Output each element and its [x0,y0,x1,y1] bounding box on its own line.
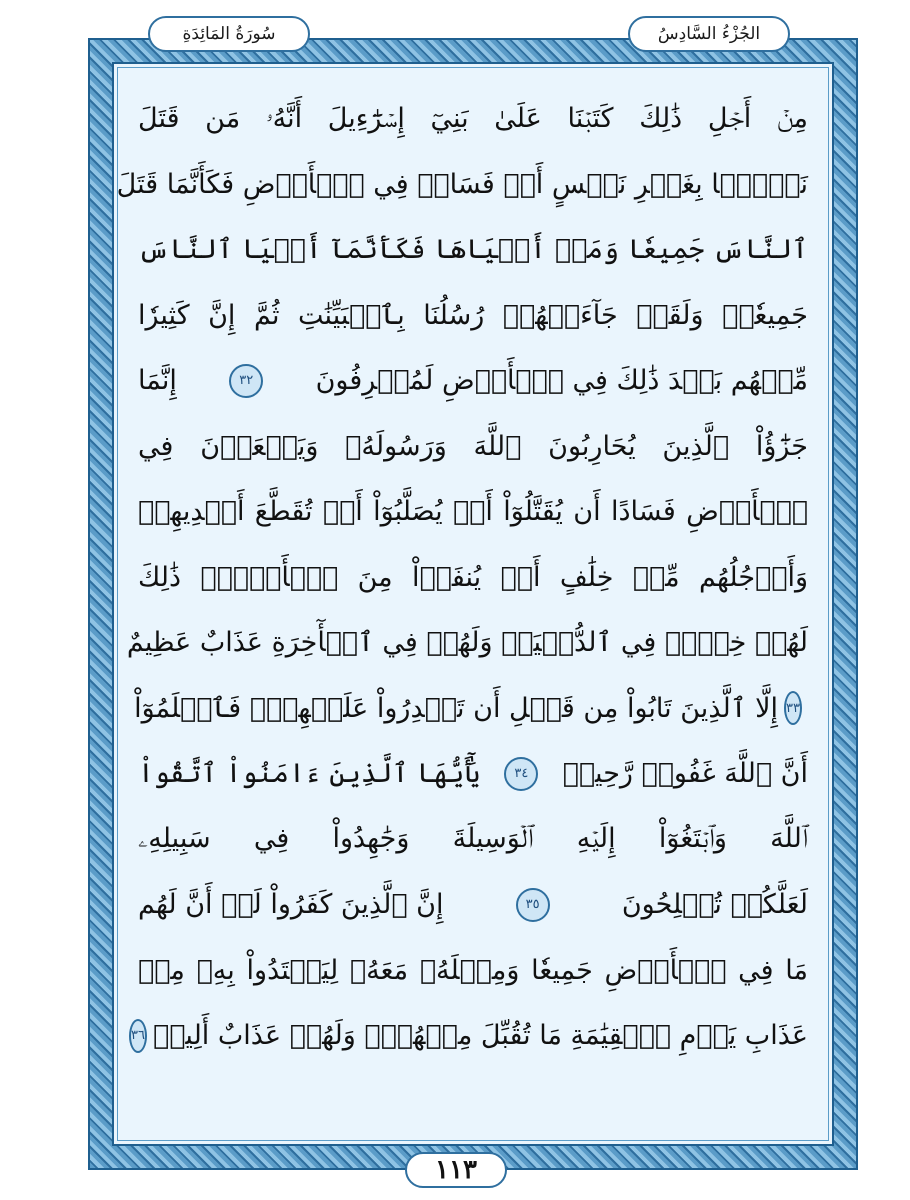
ayah-marker-36: ٣٦ [129,1019,147,1053]
text-line: لَعَلَّكُمۡ تُفۡلِحُونَ ٣٥ إِنَّ ٱلَّذِينَ كَفَرُواْ لَوۡ أَنَّ لَهُم [138,889,808,921]
text-line: نَفۡسَۢا بِغَيۡرِ نَفۡسٍ أَوۡ فَسَادٖ فِي ٱلۡأَرۡضِ فَكَأَنَّمَا قَتَلَ [116,168,808,200]
text-line: ٱللَّهَ وَٱبۡتَغُوٓاْ إِلَيۡهِ ٱلۡوَسِيلَةَ وَجَٰهِدُواْ فِي سَبِيلِهِۦ [138,823,808,855]
text-line: ٱلۡأَرۡضِ فَسَادًا أَن يُقَتَّلُوٓاْ أَوۡ يُصَلَّبُوٓاْ أَوۡ تُقَطَّعَ أَيۡدِيهِمۡ [138,496,808,528]
ayah-marker-35: ٣٥ [516,888,550,922]
quran-text [116,86,808,1142]
text-line: مِنۡ أَجۡلِ ذَٰلِكَ كَتَبۡنَا عَلَىٰ بَنِيٓ إِسۡرَٰٓءِيلَ أَنَّهُۥ مَن قَتَلَ [138,102,808,134]
text-line: مَا فِي ٱلۡأَرۡضِ جَمِيعٗا وَمِثۡلَهُۥ مَعَهُۥ لِيَفۡتَدُواْ بِهِۦ مِنۡ [138,954,808,986]
text-line: عَذَابِ يَوۡمِ ٱلۡقِيَٰمَةِ مَا تُقُبِّلَ مِنۡهُمۡۖ وَلَهُمۡ عَذَابٌ أَلِيمٞ ٣٦ [131,1020,808,1052]
page-number: ١١٣ [405,1152,507,1188]
juz-name-label: الجُزْءُ السَّادِسُ [628,16,790,52]
ayah-marker-33: ٣٣ [784,691,802,725]
text-line: ٱلنَّاسَ جَمِيعٗا وَمَنۡ أَحۡيَاهَا فَكَأَنَّمَآ أَحۡيَا ٱلنَّاسَ [138,234,808,266]
text-line: جَمِيعٗاۚ وَلَقَدۡ جَآءَتۡهُمۡ رُسُلُنَا بِٱلۡبَيِّنَٰتِ ثُمَّ إِنَّ كَثِيرٗا [138,299,808,331]
surah-name-label: سُورَةُ المَائِدَةِ [148,16,310,52]
text-line: مِّنۡهُم بَعۡدَ ذَٰلِكَ فِي ٱلۡأَرۡضِ لَمُسۡرِفُونَ ٣٢ إِنَّمَا [138,365,808,397]
text-line: ٣٣ إِلَّا ٱلَّذِينَ تَابُواْ مِن قَبۡلِ أَن تَقۡدِرُواْ عَلَيۡهِمۡۖ فَٱعۡلَمُوٓاْ [134,692,800,724]
text-line: وَأَرۡجُلُهُم مِّنۡ خِلَٰفٍ أَوۡ يُنفَوۡاْ مِنَ ٱلۡأَرۡضِۚ ذَٰلِكَ [138,561,808,593]
text-line: أَنَّ ٱللَّهَ غَفُورٞ رَّحِيمٞ ٣٤ يَٰٓأَيُّهَا ٱلَّذِينَ ءَامَنُواْ ٱتَّقُواْ [138,758,808,790]
text-line: جَزَٰٓؤُاْ ٱلَّذِينَ يُحَارِبُونَ ٱللَّهَ وَرَسُولَهُۥ وَيَسۡعَوۡنَ فِي [138,430,808,462]
ayah-marker-32: ٣٢ [229,364,263,398]
ayah-marker-34: ٣٤ [504,757,538,791]
text-line: لَهُمۡ خِزۡيٞ فِي ٱلدُّنۡيَاۖ وَلَهُمۡ فِي ٱلۡأٓخِرَةِ عَذَابٌ عَظِيمٌ [126,627,808,659]
